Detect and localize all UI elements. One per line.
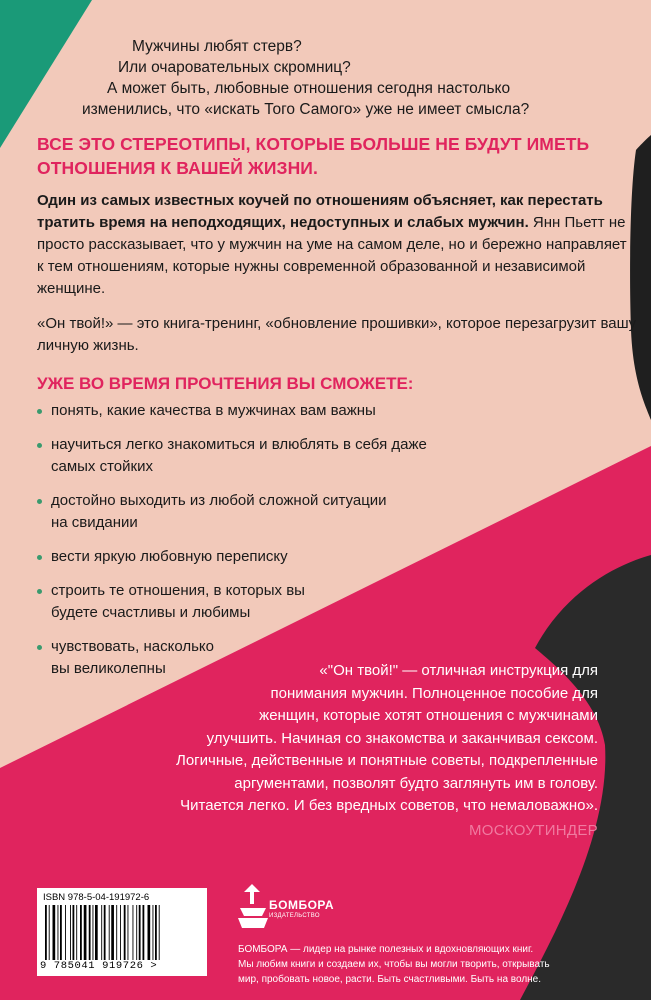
publisher-tagline: [238, 942, 638, 987]
barcode-bar: [139, 905, 141, 960]
headline: ВСЕ ЭТО СТЕРЕОТИПЫ, КОТОРЫЕ БОЛЬШЕ НЕ БУДУТ ИМЕТЬ ОТНОШЕНИЯ К ВАШЕЙ ЖИЗНИ.: [37, 134, 590, 178]
list-item: вести яркую любовную переписку: [37, 546, 557, 568]
quote-line: женщин, которые хотят отношения с мужчинами: [259, 707, 598, 724]
description-rest: Янн Пьетт не просто рассказывает, что у мужчин на уме на самом деле, но и бережно направляет к тем отношениям, которые нужны современной образованной и независимой женщине.: [37, 214, 627, 297]
isbn-text: ISBN 978-5-04-191972-6: [43, 892, 150, 903]
barcode-bar: [120, 905, 121, 960]
tagline-line: мир, пробовать новое, расти. Быть счастливыми. Быть на волне.: [238, 974, 542, 985]
bullet-dot: [37, 443, 42, 448]
quote-line: Логичные, действенные и понятные советы, подкрепленные: [176, 752, 598, 769]
tagline-line: Мы любим книги и создаем их, чтобы вы могли творить, открывать: [238, 959, 550, 970]
bullet-dot: [37, 555, 42, 560]
quote-line: улучшить. Начиная со знакомства и заканчивая сексом.: [206, 729, 598, 747]
barcode-bar: [93, 905, 94, 960]
barcode-bar: [65, 905, 66, 960]
barcode-bar: [58, 905, 59, 960]
list-item: чувствовать, насколько вы великолепны: [37, 636, 557, 680]
list-heading: УЖЕ ВО ВРЕМЯ ПРОЧТЕНИЯ ВЫ СМОЖЕТЕ:: [37, 374, 414, 393]
publisher-logo: [238, 880, 358, 936]
barcode-bar: [155, 905, 157, 960]
barcode-number: 9 785041 919726 >: [40, 960, 158, 972]
barcode-bar: [143, 905, 145, 960]
review-quote: [90, 660, 598, 818]
list-item: достойно выходить из любой сложной ситуации на свидании: [37, 490, 557, 534]
barcode-bar: [159, 905, 160, 960]
description-bold: Один из самых известных коучей по отношениям объясняет, как перестать тратить время на неподходящих, недоступных и слабых мужчин.: [37, 192, 603, 231]
barcode-bar: [60, 905, 62, 960]
barcode-bar: [49, 905, 50, 960]
barcode-bar: [76, 905, 77, 960]
barcode-bar: [109, 905, 110, 960]
barcode-bar: [95, 905, 98, 960]
quote-line: понимания мужчин. Полноценное пособие для: [270, 684, 598, 702]
barcode-bar: [153, 905, 154, 960]
barcode-bars: [43, 905, 201, 960]
bullet-dot: [37, 409, 42, 414]
bombora-logo-icon: [238, 882, 268, 932]
quote-source: МОСКОУТИНДЕР: [469, 822, 598, 839]
barcode-bar: [80, 905, 82, 960]
bullet-dot: [37, 499, 42, 504]
description-paragraph: [37, 190, 637, 300]
intro-line: А может быть, любовные отношения сегодня настолько: [107, 80, 511, 97]
barcode-bar: [116, 905, 117, 960]
intro-line: изменились, что «искать Того Самого» уже не имеет смысла?: [82, 101, 530, 118]
barcode-bar: [128, 905, 129, 960]
barcode-bar: [148, 905, 151, 960]
barcode-bar: [136, 905, 137, 960]
description-paragraph-2: «Он твой!» — это книга-тренинг, «обновление прошивки», которое перезагрузит вашу личную жизнь.: [37, 315, 637, 354]
barcode-bar: [84, 905, 87, 960]
list-item: научиться легко знакомиться и влюблять в себя даже самых стойких: [37, 434, 557, 478]
barcode-bar: [45, 905, 47, 960]
tagline-line: БОМБОРА — лидер на рынке полезных и вдохновляющих книг.: [238, 944, 534, 955]
barcode-bar: [70, 905, 71, 960]
barcode-bar: [73, 905, 75, 960]
list-item: понять, какие качества в мужчинах вам важны: [37, 400, 557, 422]
quote-line: Читается легко. И без вредных советов, что немаловажно».: [180, 797, 598, 814]
list-item: строить те отношения, в которых вы будете счастливы и любимы: [37, 580, 557, 624]
barcode-bar: [101, 905, 102, 960]
benefits-list: [37, 400, 557, 680]
publisher-subtitle: ИЗДАТЕЛЬСТВО: [269, 913, 320, 919]
publisher-name: БОМБОРА: [269, 898, 335, 912]
quote-line: аргументами, позволят будто заглянуть им в голову.: [234, 774, 598, 792]
intro-line: Или очаровательных скромниц?: [118, 59, 351, 76]
bullet-dot: [37, 589, 42, 594]
barcode-bar: [111, 905, 114, 960]
barcode-bar: [89, 905, 91, 960]
quote-line: «"Он твой!" — отличная инструкция для: [319, 662, 598, 679]
bullet-dot: [37, 645, 42, 650]
intro-line: Мужчины любят стерв?: [132, 38, 302, 55]
barcode-bar: [104, 905, 106, 960]
barcode-bar: [124, 905, 126, 960]
intro-questions: [0, 36, 651, 120]
barcode-bar: [133, 905, 134, 960]
barcode-bar: [53, 905, 56, 960]
barcode-box: [37, 888, 207, 976]
